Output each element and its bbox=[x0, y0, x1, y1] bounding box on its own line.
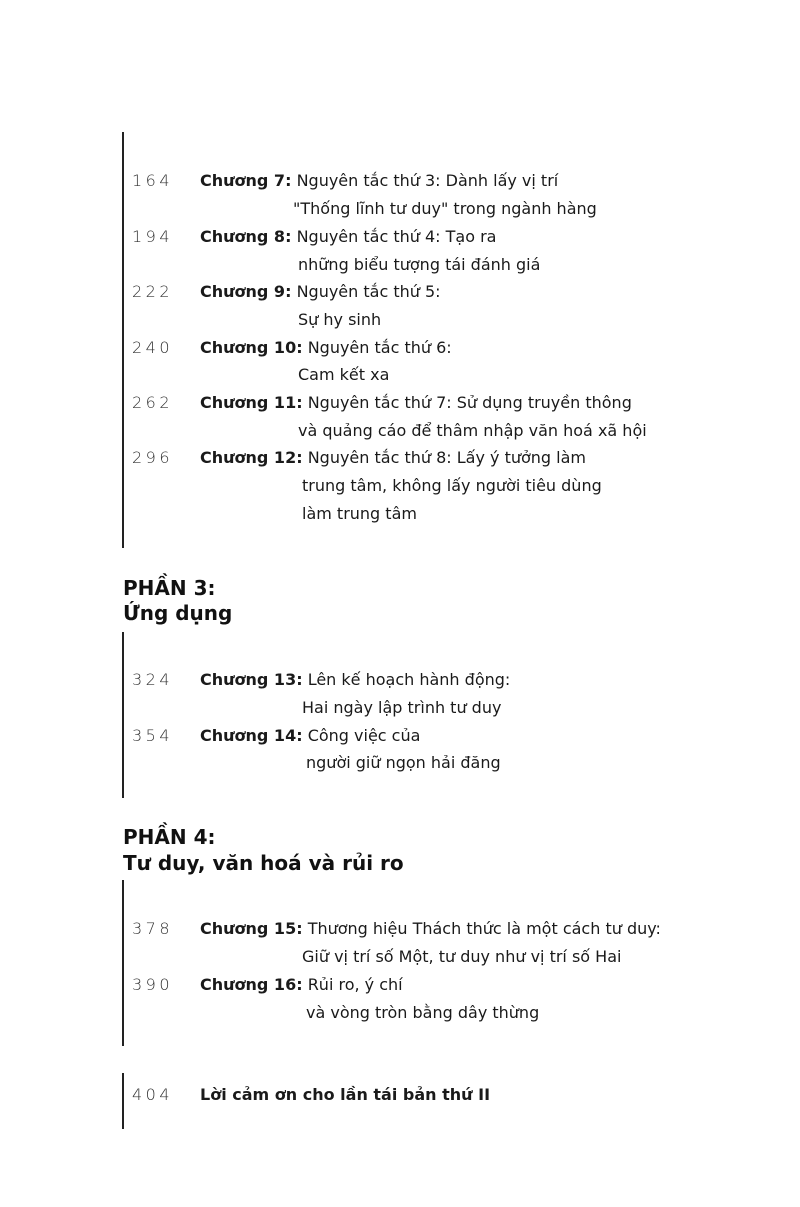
chapter-label: Chương 16: bbox=[200, 975, 303, 994]
chapter-title-cont: "Thống lĩnh tư duy" trong ngành hàng bbox=[293, 199, 597, 218]
section-bar-part3 bbox=[122, 632, 124, 798]
chapter-title: Nguyên tắc thứ 8: Lấy ý tưởng làm bbox=[307, 448, 586, 467]
chapter-title-cont: và quảng cáo để thâm nhập văn hoá xã hội bbox=[298, 421, 647, 440]
section-bar-part2 bbox=[122, 132, 124, 548]
section-bar-part4 bbox=[122, 880, 124, 1046]
page-number: 378 bbox=[132, 919, 174, 938]
chapter-label: Chương 15: bbox=[200, 919, 303, 938]
chapter-title-cont: Giữ vị trí số Một, tư duy như vị trí số Hai bbox=[302, 947, 622, 966]
chapter-title: Nguyên tắc thứ 3: Dành lấy vị trí bbox=[296, 171, 559, 190]
chapter-title-cont: Hai ngày lập trình tư duy bbox=[302, 698, 502, 717]
page-number: 354 bbox=[132, 726, 174, 745]
part3-title: Ứng dụng bbox=[123, 601, 233, 625]
chapter-title: Thương hiệu Thách thức là một cách tư duy: bbox=[307, 919, 661, 938]
chapter-label: Chương 7: bbox=[200, 171, 292, 190]
acknowledgement-title: Lời cảm ơn cho lần tái bản thứ II bbox=[200, 1085, 491, 1104]
part3-label: PHẦN 3: bbox=[123, 576, 216, 600]
page-number: 404 bbox=[132, 1085, 174, 1104]
chapter-title-cont: người giữ ngọn hải đăng bbox=[306, 753, 501, 772]
chapter-title: Nguyên tắc thứ 4: Tạo ra bbox=[296, 227, 497, 246]
chapter-label: Chương 8: bbox=[200, 227, 292, 246]
chapter-label: Chương 11: bbox=[200, 393, 303, 412]
chapter-title: Công việc của bbox=[307, 726, 421, 745]
page-number: 262 bbox=[132, 393, 174, 412]
page-number: 390 bbox=[132, 975, 174, 994]
chapter-title-cont: làm trung tâm bbox=[302, 504, 417, 523]
page-number: 240 bbox=[132, 338, 174, 357]
chapter-title-cont: và vòng tròn bằng dây thừng bbox=[306, 1003, 540, 1022]
chapter-title-cont: trung tâm, không lấy người tiêu dùng bbox=[302, 476, 602, 495]
chapter-title: Rủi ro, ý chí bbox=[307, 975, 403, 994]
chapter-label: Chương 9: bbox=[200, 282, 292, 301]
page-number: 194 bbox=[132, 227, 174, 246]
chapter-title: Nguyên tắc thứ 7: Sử dụng truyền thông bbox=[307, 393, 632, 412]
chapter-label: Chương 10: bbox=[200, 338, 303, 357]
chapter-title: Nguyên tắc thứ 6: bbox=[307, 338, 452, 357]
chapter-title-cont: Sự hy sinh bbox=[298, 310, 382, 329]
chapter-title-cont: Cam kết xa bbox=[298, 365, 390, 384]
page-number: 164 bbox=[132, 171, 174, 190]
chapter-title-cont: những biểu tượng tái đánh giá bbox=[298, 255, 541, 274]
chapter-title: Nguyên tắc thứ 5: bbox=[296, 282, 441, 301]
section-bar-ack bbox=[122, 1073, 124, 1129]
chapter-label: Chương 14: bbox=[200, 726, 303, 745]
chapter-title: Lên kế hoạch hành động: bbox=[307, 670, 511, 689]
chapter-label: Chương 13: bbox=[200, 670, 303, 689]
page-number: 296 bbox=[132, 448, 174, 467]
part4-label: PHẦN 4: bbox=[123, 825, 216, 849]
page-number: 222 bbox=[132, 282, 174, 301]
part4-title: Tư duy, văn hoá và rủi ro bbox=[123, 851, 404, 875]
page-number: 324 bbox=[132, 670, 174, 689]
chapter-label: Chương 12: bbox=[200, 448, 303, 467]
